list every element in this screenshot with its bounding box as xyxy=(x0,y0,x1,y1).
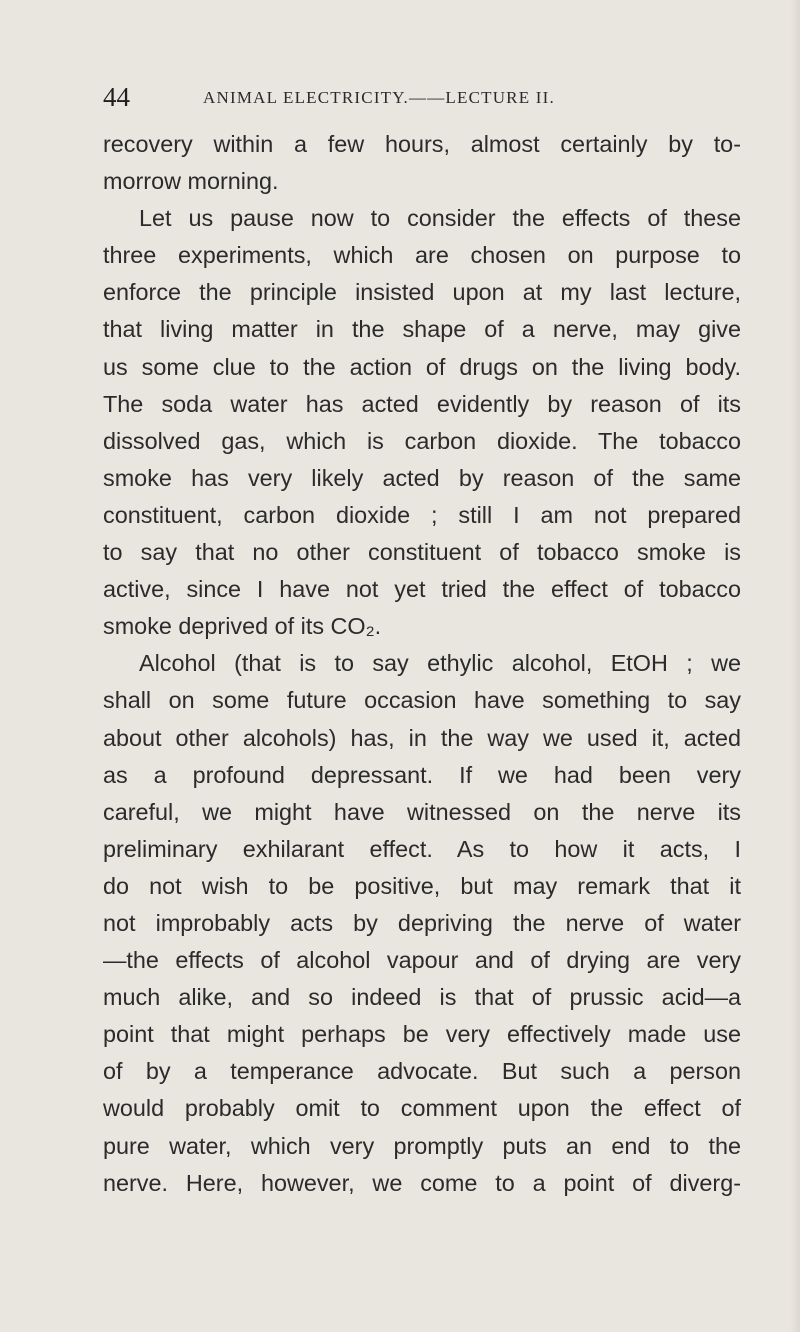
text-line: shall on some future occasion have something to say xyxy=(103,687,741,714)
text-line: point that might perhaps be very effectively made use xyxy=(103,1021,741,1048)
text-line: us some clue to the action of drugs on the living body. xyxy=(103,353,741,380)
text-line: smoke has very likely acted by reason of the same xyxy=(103,464,741,491)
text-line: Alcohol (that is to say ethylic alcohol, EtOH ; we xyxy=(139,650,741,677)
text-line: much alike, and so indeed is that of prussic acid—a xyxy=(103,984,741,1011)
text-line: that living matter in the shape of a nerve, may give xyxy=(103,316,741,343)
text-line: nerve. Here, however, we come to a point of diverg- xyxy=(103,1169,741,1196)
running-head: ANIMAL ELECTRICITY.——LECTURE II. xyxy=(203,88,555,107)
text-line: do not wish to be positive, but may remark that it xyxy=(103,872,741,899)
text-line: smoke deprived of its CO₂. xyxy=(103,613,382,640)
text-line: active, since I have not yet tried the effect of tobacco xyxy=(103,576,741,603)
text-line: enforce the principle insisted upon at my last lecture, xyxy=(103,279,741,306)
page-number: 44 xyxy=(103,82,130,112)
body-text xyxy=(103,126,741,1202)
text-line: pure water, which very promptly puts an end to the xyxy=(103,1132,741,1159)
text-line: careful, we might have witnessed on the nerve its xyxy=(103,798,741,825)
text-line: Let us pause now to consider the effects of these xyxy=(139,205,741,232)
text-line: would probably omit to comment upon the effect of xyxy=(103,1095,741,1122)
text-line: of by a temperance advocate. But such a person xyxy=(103,1058,741,1085)
text-line: recovery within a few hours, almost certainly by to- xyxy=(103,131,741,157)
text-line: —the effects of alcohol vapour and of drying are very xyxy=(103,947,741,974)
text-line: to say that no other constituent of tobacco smoke is xyxy=(103,539,741,566)
text-line: about other alcohols) has, in the way we used it, acted xyxy=(103,724,741,751)
text-line: constituent, carbon dioxide ; still I am not prepared xyxy=(103,501,741,528)
text-line: dissolved gas, which is carbon dioxide. The tobacco xyxy=(103,427,741,454)
text-line: as a profound depressant. If we had been very xyxy=(103,761,741,788)
text-line: The soda water has acted evidently by reason of its xyxy=(103,390,741,417)
text-line: morrow morning. xyxy=(103,168,279,195)
text-line: three experiments, which are chosen on purpose to xyxy=(103,242,741,269)
text-line: not improbably acts by depriving the nerve of water xyxy=(103,909,741,936)
text-line: preliminary exhilarant effect. As to how it acts, I xyxy=(103,835,741,862)
page-header xyxy=(103,82,693,112)
